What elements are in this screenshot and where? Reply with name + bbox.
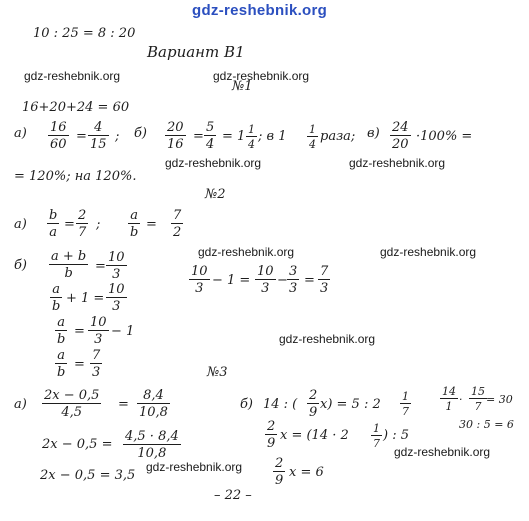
task1-sum: 16+20+24 = 60 bbox=[22, 100, 130, 115]
fraction bbox=[88, 316, 109, 346]
numerator: 10 bbox=[257, 264, 274, 279]
numerator: 2 bbox=[309, 388, 318, 403]
fraction bbox=[55, 349, 67, 379]
denominator: b bbox=[49, 264, 88, 280]
fraction bbox=[88, 121, 109, 151]
fraction bbox=[49, 250, 88, 280]
denominator: b bbox=[57, 365, 66, 380]
fraction bbox=[47, 209, 59, 239]
fraction bbox=[307, 389, 319, 419]
fraction bbox=[204, 121, 216, 151]
fraction bbox=[246, 124, 257, 150]
numerator: 1 bbox=[248, 123, 255, 136]
denominator: 3 bbox=[106, 265, 127, 281]
fraction bbox=[50, 283, 62, 313]
fraction bbox=[106, 251, 127, 281]
minus: − bbox=[277, 273, 288, 288]
numerator: 4,5 · 8,4 bbox=[125, 429, 179, 444]
numerator: 4 bbox=[94, 120, 103, 135]
denominator: 3 bbox=[289, 281, 298, 296]
denominator: 60 bbox=[50, 137, 67, 152]
watermark: gdz-reshebnik.org bbox=[349, 156, 446, 170]
equals-one: = 1 bbox=[222, 129, 246, 144]
task3-b3: x = 6 bbox=[289, 465, 324, 480]
numerator: 7 bbox=[320, 264, 329, 279]
fraction bbox=[469, 386, 487, 412]
denominator: 4 bbox=[309, 138, 316, 151]
fraction bbox=[90, 349, 102, 379]
numerator: 1 bbox=[373, 422, 380, 435]
denominator: 10,8 bbox=[123, 444, 181, 460]
fraction bbox=[440, 386, 458, 412]
denominator: 3 bbox=[92, 365, 101, 380]
numerator: a bbox=[130, 208, 139, 223]
denominator: 2 bbox=[173, 225, 182, 240]
equals: = bbox=[146, 217, 157, 232]
denominator: 9 bbox=[275, 473, 284, 488]
fraction bbox=[48, 121, 69, 151]
denominator: 4 bbox=[248, 138, 255, 151]
task1-number: №1 bbox=[232, 79, 253, 94]
task1-a-label: а) bbox=[14, 126, 27, 141]
denominator: 4,5 bbox=[42, 403, 101, 419]
separator: ; bbox=[115, 129, 120, 144]
times-prefix: ; в 1 bbox=[258, 129, 287, 144]
denominator: 9 bbox=[309, 405, 318, 420]
task2-number: №2 bbox=[205, 187, 226, 202]
watermark-top: gdz-reshebnik.org bbox=[192, 2, 328, 19]
denominator: b bbox=[52, 299, 61, 314]
fraction bbox=[287, 265, 299, 295]
separator: ; bbox=[96, 217, 101, 232]
minus-one-equals: − 1 = bbox=[212, 273, 251, 288]
task3-a-line2: 2x − 0,5 = bbox=[42, 437, 113, 452]
watermark: gdz-reshebnik.org bbox=[394, 445, 491, 459]
numerator: 1 bbox=[402, 390, 409, 403]
side-dot: · bbox=[459, 393, 463, 406]
fraction bbox=[106, 283, 127, 313]
numerator: 8,4 bbox=[143, 388, 164, 403]
denominator: 20 bbox=[392, 137, 409, 152]
numerator: a bbox=[52, 282, 61, 297]
numerator: 20 bbox=[167, 120, 184, 135]
header-ratio: 10 : 25 = 8 : 20 bbox=[33, 26, 136, 41]
fraction bbox=[55, 316, 67, 346]
numerator: 10 bbox=[108, 282, 125, 297]
numerator: 10 bbox=[90, 315, 107, 330]
watermark: gdz-reshebnik.org bbox=[146, 460, 243, 474]
plus-one: + 1 = bbox=[66, 291, 105, 306]
numerator: a bbox=[57, 348, 66, 363]
task3-b2-tail: ) : 5 bbox=[383, 428, 409, 443]
equals: = bbox=[118, 397, 129, 412]
denominator: b bbox=[130, 225, 139, 240]
numerator: 7 bbox=[92, 348, 101, 363]
task3-b-mid: x) = 5 : 2 bbox=[320, 397, 381, 412]
variant-title: Вариант В1 bbox=[147, 43, 245, 61]
task3-b2-mid: x = (14 · 2 bbox=[280, 428, 349, 443]
numerator: a bbox=[57, 315, 66, 330]
numerator: 16 bbox=[50, 120, 67, 135]
equals: = bbox=[304, 273, 315, 288]
watermark: gdz-reshebnik.org bbox=[198, 245, 295, 259]
minus-one: − 1 bbox=[111, 324, 135, 339]
numerator: 24 bbox=[392, 120, 409, 135]
task1-b-label: б) bbox=[134, 126, 148, 141]
numerator: 10 bbox=[191, 264, 208, 279]
watermark: gdz-reshebnik.org bbox=[380, 245, 477, 259]
task1-v-label: в) bbox=[367, 126, 380, 141]
fraction bbox=[42, 389, 101, 419]
fraction bbox=[189, 265, 210, 295]
numerator: 10 bbox=[108, 250, 125, 265]
denominator: 1 bbox=[440, 398, 458, 412]
denominator: 10,8 bbox=[139, 405, 168, 420]
fraction bbox=[390, 121, 411, 151]
task2-b-label: б) bbox=[14, 258, 28, 273]
equals: = bbox=[76, 129, 87, 144]
task3-b-left: 14 : ( bbox=[263, 397, 298, 412]
denominator: 7 bbox=[469, 398, 487, 412]
watermark: gdz-reshebnik.org bbox=[213, 69, 310, 83]
numerator: 7 bbox=[173, 208, 182, 223]
fraction bbox=[273, 457, 285, 487]
side-result: = 30 bbox=[486, 393, 513, 406]
fraction bbox=[307, 124, 318, 150]
fraction bbox=[265, 420, 277, 450]
denominator: 7 bbox=[373, 437, 380, 450]
denominator: b bbox=[57, 332, 66, 347]
fraction bbox=[171, 209, 183, 239]
numerator: 2 bbox=[267, 419, 276, 434]
numerator: 5 bbox=[206, 120, 215, 135]
equals: = bbox=[64, 217, 75, 232]
denominator: 3 bbox=[106, 297, 127, 313]
numerator: 2x − 0,5 bbox=[44, 388, 100, 403]
fraction bbox=[137, 389, 170, 419]
fraction bbox=[76, 209, 88, 239]
page-number: – 22 – bbox=[214, 488, 252, 503]
equals: = bbox=[193, 129, 204, 144]
denominator: a bbox=[47, 223, 59, 239]
equals: = bbox=[95, 259, 106, 274]
fraction bbox=[371, 423, 382, 449]
task3-b-label: б) bbox=[240, 397, 254, 412]
watermark: gdz-reshebnik.org bbox=[279, 332, 376, 346]
numerator: 2 bbox=[275, 456, 284, 471]
numerator: a + b bbox=[51, 249, 87, 264]
denominator: 3 bbox=[189, 279, 210, 295]
task3-number: №3 bbox=[207, 365, 228, 380]
percent-expression: ·100% = bbox=[416, 129, 473, 144]
denominator: 3 bbox=[88, 330, 109, 346]
watermark: gdz-reshebnik.org bbox=[165, 156, 262, 170]
task3-a-line3: 2x − 0,5 = 3,5 bbox=[40, 468, 136, 483]
times-word: раза; bbox=[320, 129, 356, 144]
fraction bbox=[318, 265, 330, 295]
denominator: 7 bbox=[78, 225, 87, 240]
equals: = bbox=[74, 324, 85, 339]
denominator: 9 bbox=[267, 436, 276, 451]
numerator: 14 bbox=[442, 385, 456, 398]
equals: = bbox=[74, 357, 85, 372]
denominator: 4 bbox=[206, 137, 215, 152]
numerator: 2 bbox=[78, 208, 87, 223]
watermark: gdz-reshebnik.org bbox=[24, 69, 121, 83]
fraction bbox=[128, 209, 140, 239]
fraction bbox=[123, 430, 181, 460]
numerator: b bbox=[49, 208, 58, 223]
denominator: 3 bbox=[255, 279, 276, 295]
numerator: 1 bbox=[309, 123, 316, 136]
side-division: 30 : 5 = 6 bbox=[459, 418, 514, 431]
denominator: 16 bbox=[167, 137, 184, 152]
fraction bbox=[255, 265, 276, 295]
denominator: 3 bbox=[320, 281, 329, 296]
task3-a-label: а) bbox=[14, 397, 27, 412]
numerator: 15 bbox=[471, 385, 485, 398]
task2-a-label: а) bbox=[14, 217, 27, 232]
fraction bbox=[400, 391, 411, 417]
denominator: 7 bbox=[402, 405, 409, 418]
fraction bbox=[165, 121, 186, 151]
numerator: 3 bbox=[289, 264, 298, 279]
task1-line2: = 120%; на 120%. bbox=[14, 169, 137, 184]
denominator: 15 bbox=[90, 137, 107, 152]
